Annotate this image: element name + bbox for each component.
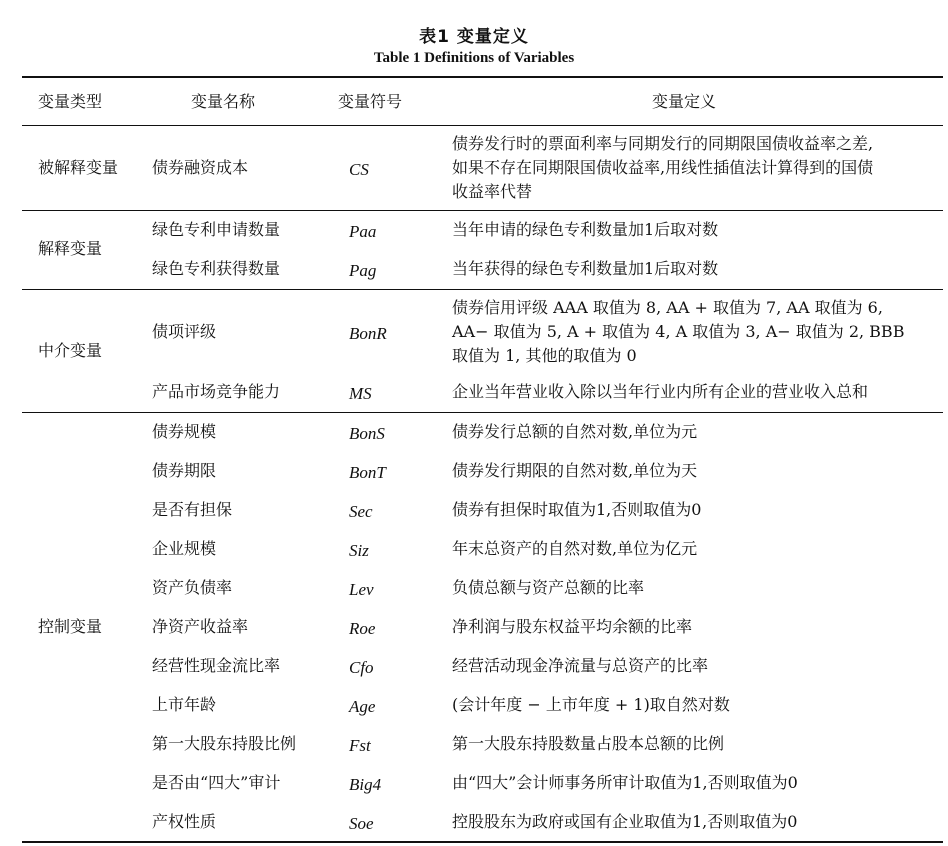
var-name: 是否有担保: [152, 500, 233, 519]
var-name: 债券期限: [152, 461, 217, 480]
var-definition-line: 由“四大”会计师事务所审计取值为1,否则取值为0: [452, 773, 798, 792]
var-name: 产品市场竞争能力: [152, 382, 281, 401]
var-definition-line: 收益率代替: [452, 182, 533, 201]
var-definition-line: 当年申请的绿色专利数量加1后取对数: [452, 220, 719, 239]
var-definition-line: 企业当年营业收入除以当年行业内所有企业的营业收入总和: [452, 382, 869, 401]
header-category: 变量类型: [38, 92, 103, 111]
var-name: 上市年龄: [152, 695, 217, 714]
var-symbol: BonS: [349, 424, 385, 443]
var-name: 第一大股东持股比例: [152, 734, 297, 753]
category-control: 控制变量: [38, 617, 103, 636]
category-mediator: 中介变量: [38, 341, 103, 360]
var-name: 债券融资成本: [152, 158, 249, 177]
var-symbol: Pag: [349, 261, 377, 280]
var-symbol: Soe: [349, 814, 374, 833]
category-explanatory: 解释变量: [38, 239, 103, 258]
category-dependent: 被解释变量: [38, 158, 119, 177]
group-rule: [22, 412, 943, 413]
var-symbol: Big4: [349, 775, 382, 794]
var-name: 产权性质: [152, 812, 217, 831]
var-symbol: BonT: [349, 463, 386, 482]
var-definition-line: 如果不存在同期限国债收益率,用线性插值法计算得到的国债: [452, 158, 874, 177]
var-symbol: Sec: [349, 502, 373, 521]
var-name: 经营性现金流比率: [152, 656, 281, 675]
var-definition-line: AA− 取值为 5, A + 取值为 4, A 取值为 3, A− 取值为 2, BBB: [452, 322, 905, 341]
var-definition-line: 年末总资产的自然对数,单位为亿元: [452, 539, 698, 558]
header-name: 变量名称: [191, 92, 256, 111]
var-definition-line: 经营活动现金净流量与总资产的比率: [452, 656, 709, 675]
var-symbol: Cfo: [349, 658, 374, 677]
var-symbol: Lev: [349, 580, 374, 599]
var-name: 债券规模: [152, 422, 217, 441]
var-definition-line: 净利润与股东权益平均余额的比率: [452, 617, 693, 636]
var-name: 资产负债率: [152, 578, 233, 597]
var-symbol: Fst: [349, 736, 371, 755]
header-definition: 变量定义: [652, 92, 717, 111]
var-definition-line: 负债总额与资产总额的比率: [452, 578, 645, 597]
var-name: 绿色专利获得数量: [152, 259, 281, 278]
var-definition-line: 债券有担保时取值为1,否则取值为0: [452, 500, 702, 519]
var-symbol: Siz: [349, 541, 369, 560]
header-symbol: 变量符号: [338, 92, 403, 111]
var-definition-line: 债券发行期限的自然对数,单位为天: [452, 461, 698, 480]
var-definition-line: 债券发行总额的自然对数,单位为元: [452, 422, 698, 441]
var-symbol: CS: [349, 160, 369, 179]
var-symbol: MS: [349, 384, 372, 403]
var-symbol: Paa: [349, 222, 377, 241]
var-definition-line: 控股股东为政府或国有企业取值为1,否则取值为0: [452, 812, 798, 831]
var-name: 是否由“四大”审计: [152, 773, 281, 792]
var-name: 净资产收益率: [152, 617, 249, 636]
var-definition-line: 当年获得的绿色专利数量加1后取对数: [452, 259, 719, 278]
table-title-cn: 表1 变量定义: [419, 27, 529, 47]
bottom-rule: [22, 841, 943, 843]
group-rule: [22, 289, 943, 290]
top-rule: [22, 76, 943, 78]
var-symbol: Age: [349, 697, 376, 716]
var-definition-line: 取值为 1, 其他的取值为 0: [452, 346, 637, 365]
var-definition-line: 第一大股东持股数量占股本总额的比例: [452, 734, 725, 753]
header-rule: [22, 125, 943, 126]
var-name: 绿色专利申请数量: [152, 220, 281, 239]
var-definition-line: 债券信用评级 AAA 取值为 8, AA + 取值为 7, AA 取值为 6,: [452, 298, 883, 317]
var-symbol: BonR: [349, 324, 387, 343]
group-rule: [22, 210, 943, 211]
table-title-en: Table 1 Definitions of Variables: [373, 50, 575, 66]
var-definition-line: 债券发行时的票面利率与同期发行的同期限国债收益率之差,: [452, 134, 874, 153]
var-symbol: Roe: [349, 619, 376, 638]
var-definition-line: (会计年度 − 上市年度 + 1)取自然对数: [452, 695, 730, 714]
var-name: 企业规模: [152, 539, 217, 558]
var-name: 债项评级: [152, 322, 217, 341]
